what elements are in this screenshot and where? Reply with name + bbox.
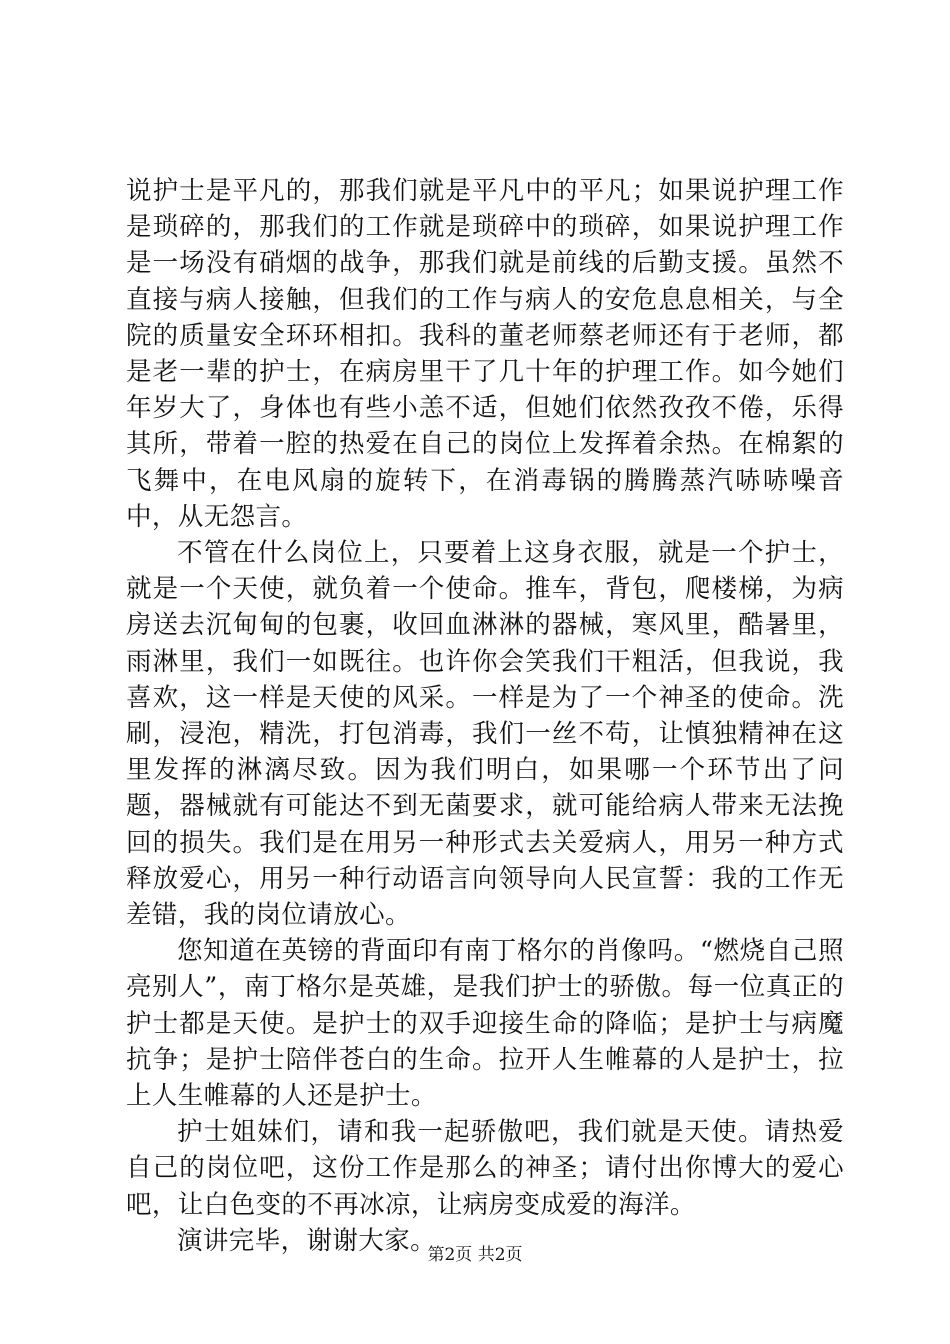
paragraph-3: 您知道在英镑的背面印有南丁格尔的肖像吗。“燃烧自己照亮别人”，南丁格尔是英雄，是我们护士的骄傲。每一位真正的护士都是天使。是护士的双手迎接生命的降临；是护士与病魔抗争；是护士陪伴苍白的生命。拉开人生帷幕的人是护士，拉上人生帷幕的人还是护士。 (126, 936, 844, 1112)
paragraph-2: 不管在什么岗位上，只要着上这身衣服，就是一个护士，就是一个天使，就负着一个使命。推车，背包，爬楼梯，为病房送去沉甸甸的包裹，收回血淋淋的器械，寒风里，酷暑里，雨淋里，我们一如既往。也许你会笑我们干粗活，但我说，我喜欢，这一样是天使的风采。一样是为了一个神圣的使命。洗刷，浸泡，精洗，打包消毒，我们一丝不苟，让慎独精神在这里发挥的淋漓尽致。因为我们明白，如果哪一个环节出了问题，器械就有可能达不到无菌要求，就可能给病人带来无法挽回的损失。我们是在用另一种形式去关爱病人，用另一种方式释放爱心，用另一种行动语言向领导向人民宣誓：我的工作无差错，我的岗位请放心。 (126, 538, 844, 931)
paragraph-1: 说护士是平凡的，那我们就是平凡中的平凡；如果说护理工作是琐碎的，那我们的工作就是琐碎中的琐碎，如果说护理工作是一场没有硝烟的战争，那我们就是前线的后勤支援。虽然不直接与病人接触，但我们的工作与病人的安危息息相关，与全院的质量安全环环相扣。我科的董老师蔡老师还有于老师，都是老一辈的护士，在病房里干了几十年的护理工作。如今她们年岁大了，身体也有些小恙不适，但她们依然孜孜不倦，乐得其所，带着一腔的热爱在自己的岗位上发挥着余热。在棉絮的飞舞中，在电风扇的旋转下，在消毒锅的腾腾蒸汽哧哧噪音中，从无怨言。 (126, 176, 844, 532)
document-body (126, 173, 844, 1259)
page-footer: 第2页 共2页 (427, 1245, 523, 1265)
paragraph-4: 护士姐妹们，请和我一起骄傲吧，我们就是天使。请热爱自己的岗位吧，这份工作是那么的神圣；请付出你博大的爱心吧，让白色变的不再冰凉，让病房变成爱的海洋。 (126, 1117, 844, 1220)
paragraph-5: 演讲完毕，谢谢大家。 (177, 1225, 437, 1256)
